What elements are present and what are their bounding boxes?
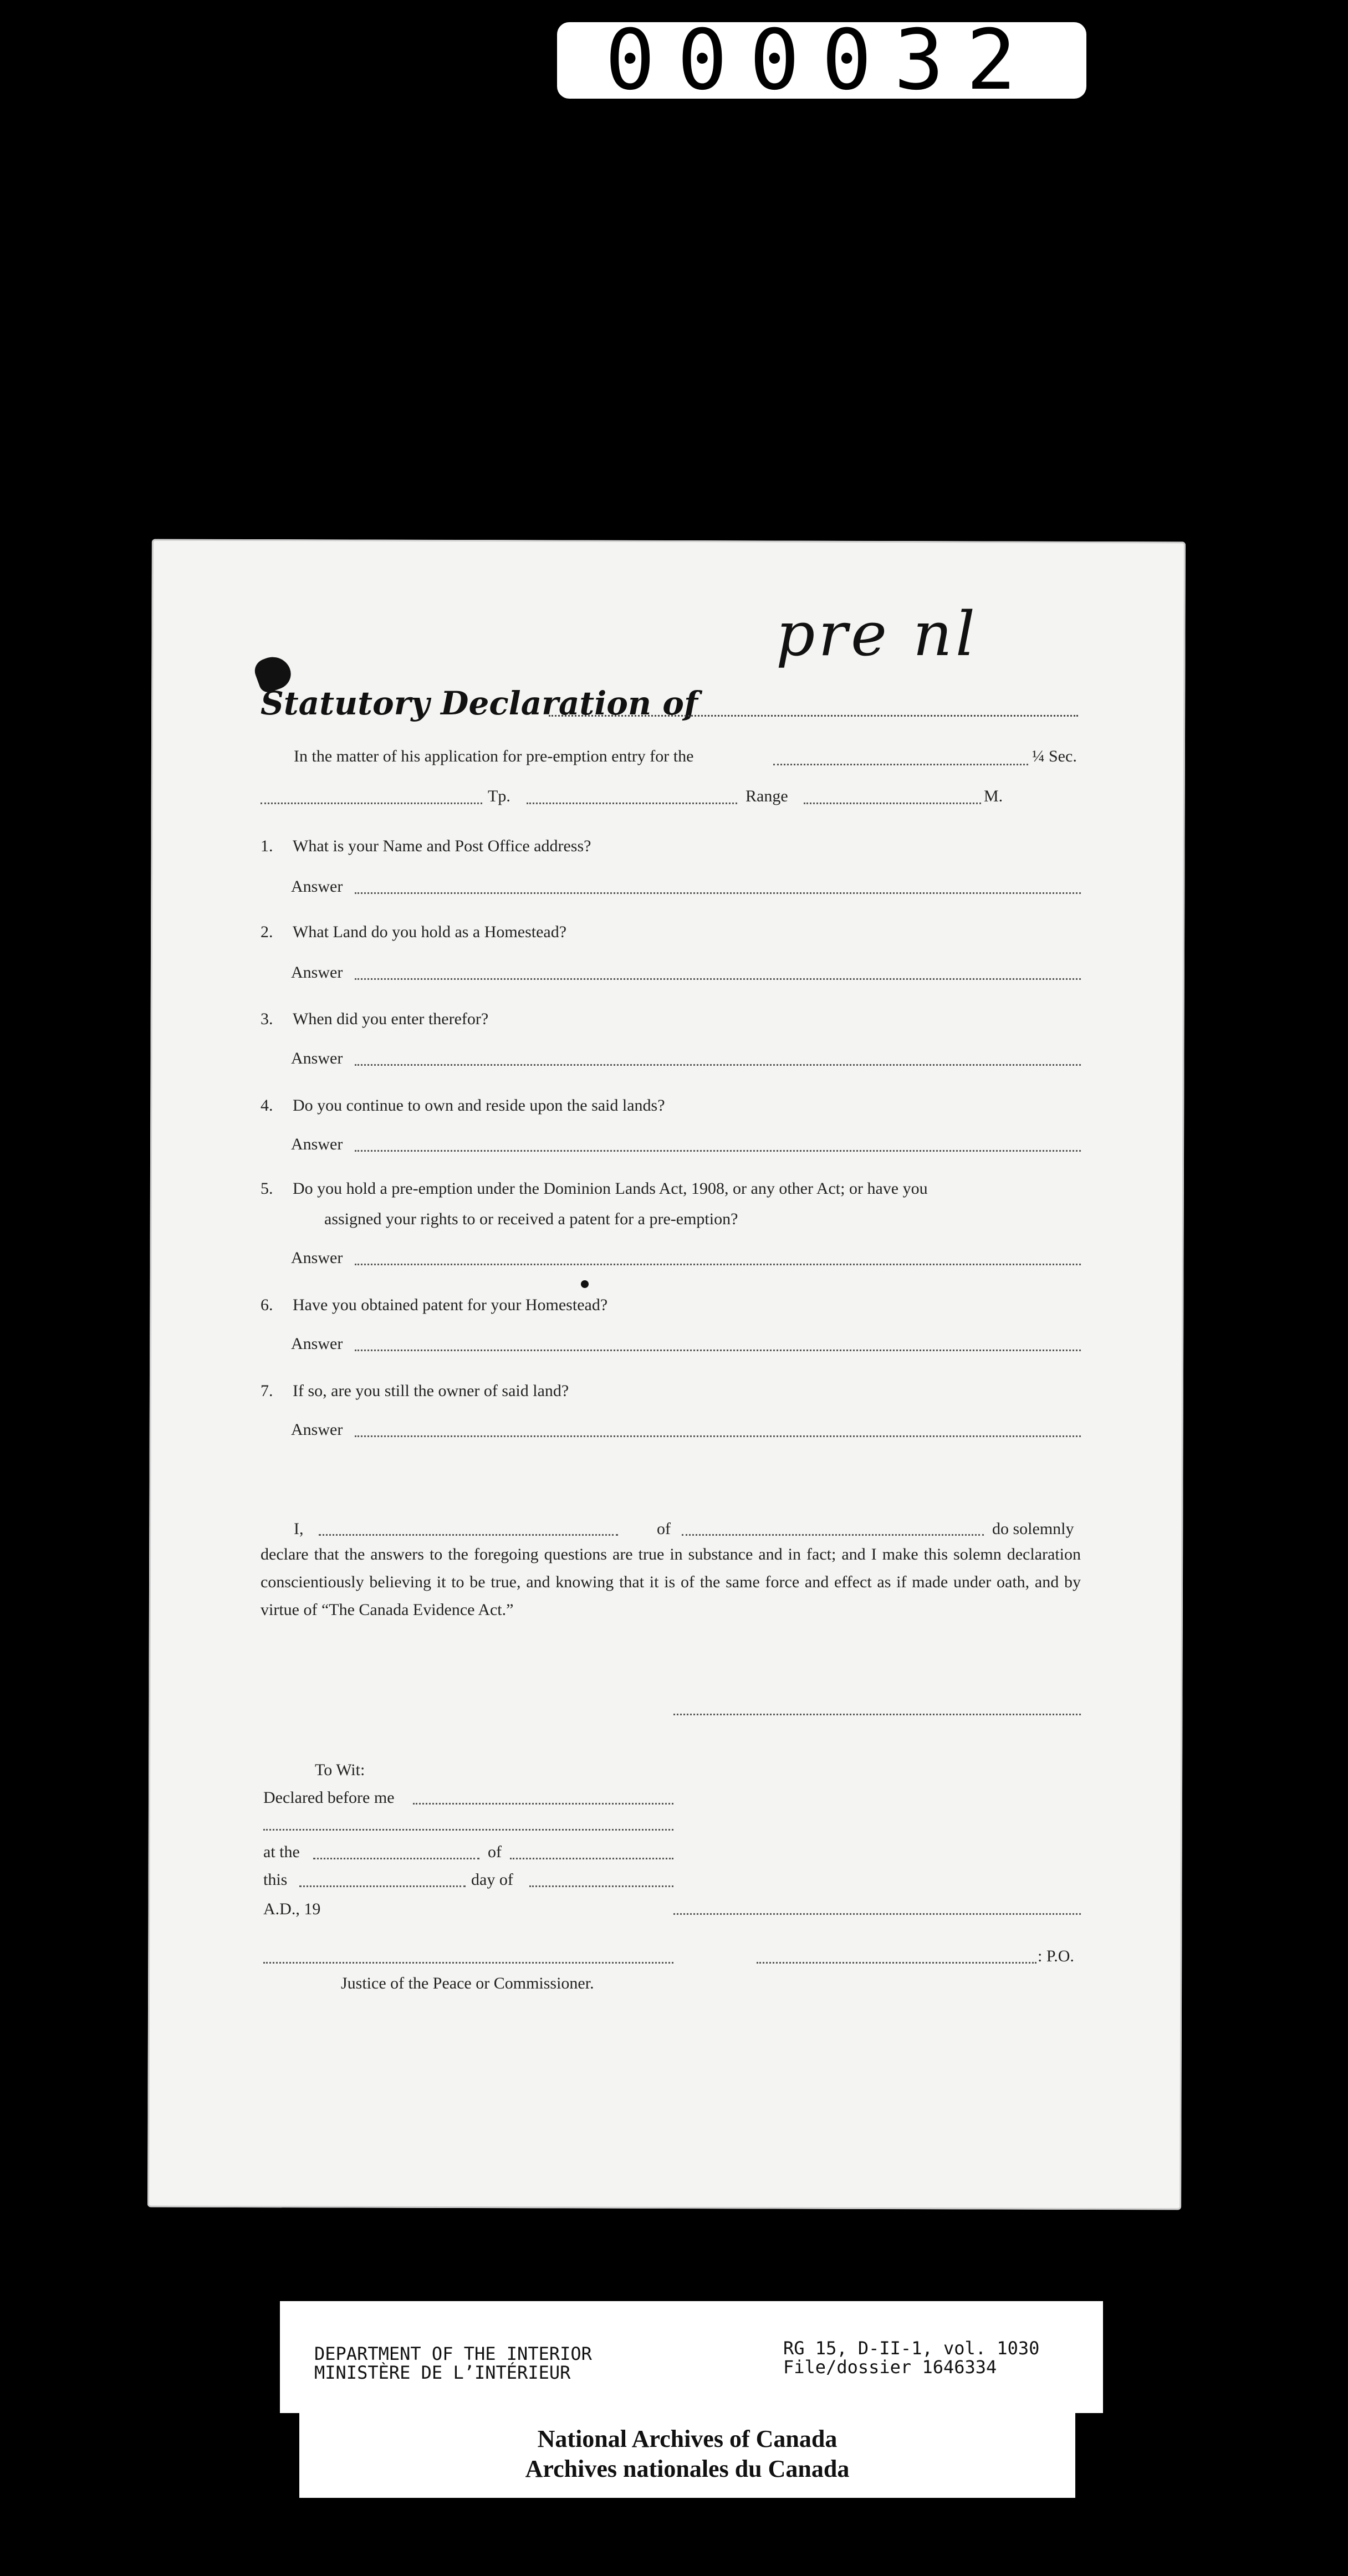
department-block [314, 2344, 592, 2382]
answer-line-1 [355, 892, 1081, 894]
archives-fr: Archives nationales du Canada [525, 2455, 850, 2482]
question-6: 6. Have you obtained patent for your Homestead? [261, 1296, 608, 1314]
range-label: Range [746, 787, 788, 805]
declaration-body: declare that the answers to the foregoing questions are true in substance and in fact; and I make this solemn declaration conscientiously believing it to be true, and knowing that it is of the same force and effect as if made under oath, and by virtue of “The Canada Evidence Act.” [261, 1545, 1081, 1619]
declarant-name-line [319, 1534, 618, 1536]
of-label: of [488, 1843, 502, 1861]
answer-label-5: Answer [291, 1249, 343, 1267]
day-of-label: day of [471, 1870, 513, 1889]
declared-before-label: Declared before me [263, 1788, 395, 1807]
answer-label-2: Answer [291, 963, 343, 982]
department-en: DEPARTMENT OF THE INTERIOR [314, 2343, 592, 2364]
of-line [510, 1858, 673, 1859]
range-fill-line [804, 803, 981, 804]
answer-label-3: Answer [291, 1049, 343, 1067]
m-label: M. [984, 787, 1003, 805]
declaration-i: I, [294, 1520, 304, 1538]
question-1: 1. What is your Name and Post Office address? [261, 837, 591, 855]
answer-line-4 [355, 1150, 1081, 1152]
answer-label-4: Answer [291, 1135, 343, 1153]
department-fr: MINISTÈRE DE L’INTÉRIEUR [314, 2362, 571, 2383]
answer-label-6: Answer [291, 1335, 343, 1353]
declaration-do: do solemnly [992, 1520, 1074, 1538]
day-of-line [529, 1885, 673, 1887]
declarant-signature-line [673, 1714, 1081, 1715]
sec-label: ¼ Sec. [1032, 747, 1077, 765]
justice-label: Justice of the Peace or Commissioner. [341, 1974, 594, 1992]
answer-line-7 [355, 1435, 1081, 1437]
po-label: : P.O. [1038, 1947, 1074, 1965]
answer-label-1: Answer [291, 877, 343, 896]
title-fill-line [549, 715, 1078, 717]
this-label: this [263, 1870, 288, 1889]
declarant-place-line [682, 1534, 984, 1536]
question-7: 7. If so, are you still the owner of said land? [261, 1382, 569, 1400]
po-line [757, 1962, 1036, 1964]
reference-block [783, 2339, 1039, 2376]
question-5-continued: assigned your rights to or received a patent for a pre-emption? [324, 1210, 738, 1228]
reference-file: File/dossier 1646334 [783, 2357, 997, 2378]
witness-signature-line [673, 1913, 1081, 1915]
sec-number-line [261, 803, 482, 804]
at-the-label: at the [263, 1843, 300, 1861]
ink-dot-mark [581, 1280, 589, 1288]
question-4: 4. Do you continue to own and reside upon the said lands? [261, 1096, 665, 1115]
answer-line-2 [355, 978, 1081, 980]
this-line [299, 1885, 466, 1887]
answer-line-3 [355, 1064, 1081, 1066]
reference-volume: RG 15, D-II-1, vol. 1030 [783, 2338, 1040, 2359]
matter-text: In the matter of his application for pre-emption entry for the [294, 747, 694, 765]
declared-before-line-2 [263, 1829, 673, 1831]
declaration-of: of [657, 1520, 671, 1538]
answer-label-7: Answer [291, 1420, 343, 1439]
to-wit-label: To Wit: [315, 1761, 365, 1779]
answer-line-6 [355, 1350, 1081, 1351]
frame-number-label: 000032 [557, 22, 1086, 99]
justice-signature-line [263, 1962, 673, 1964]
handwritten-note: pre nl [776, 599, 979, 669]
form-title: Statutory Declaration of [261, 684, 698, 722]
declared-before-line [413, 1803, 673, 1805]
tp-label: Tp. [488, 787, 510, 805]
tp-fill-line [527, 803, 737, 804]
sec-fill-line [773, 764, 1028, 765]
ad-label: A.D., 19 [263, 1900, 321, 1918]
question-5: 5. Do you hold a pre-emption under the Dominion Lands Act, 1908, or any other Act; or have you [261, 1179, 928, 1198]
answer-line-5 [355, 1264, 1081, 1265]
question-2: 2. What Land do you hold as a Homestead? [261, 923, 567, 941]
archives-en: National Archives of Canada [537, 2425, 838, 2452]
archive-reference-slip [280, 2301, 1103, 2413]
archives-label [299, 2412, 1075, 2498]
question-3: 3. When did you enter therefor? [261, 1010, 489, 1028]
at-the-line [313, 1858, 479, 1859]
